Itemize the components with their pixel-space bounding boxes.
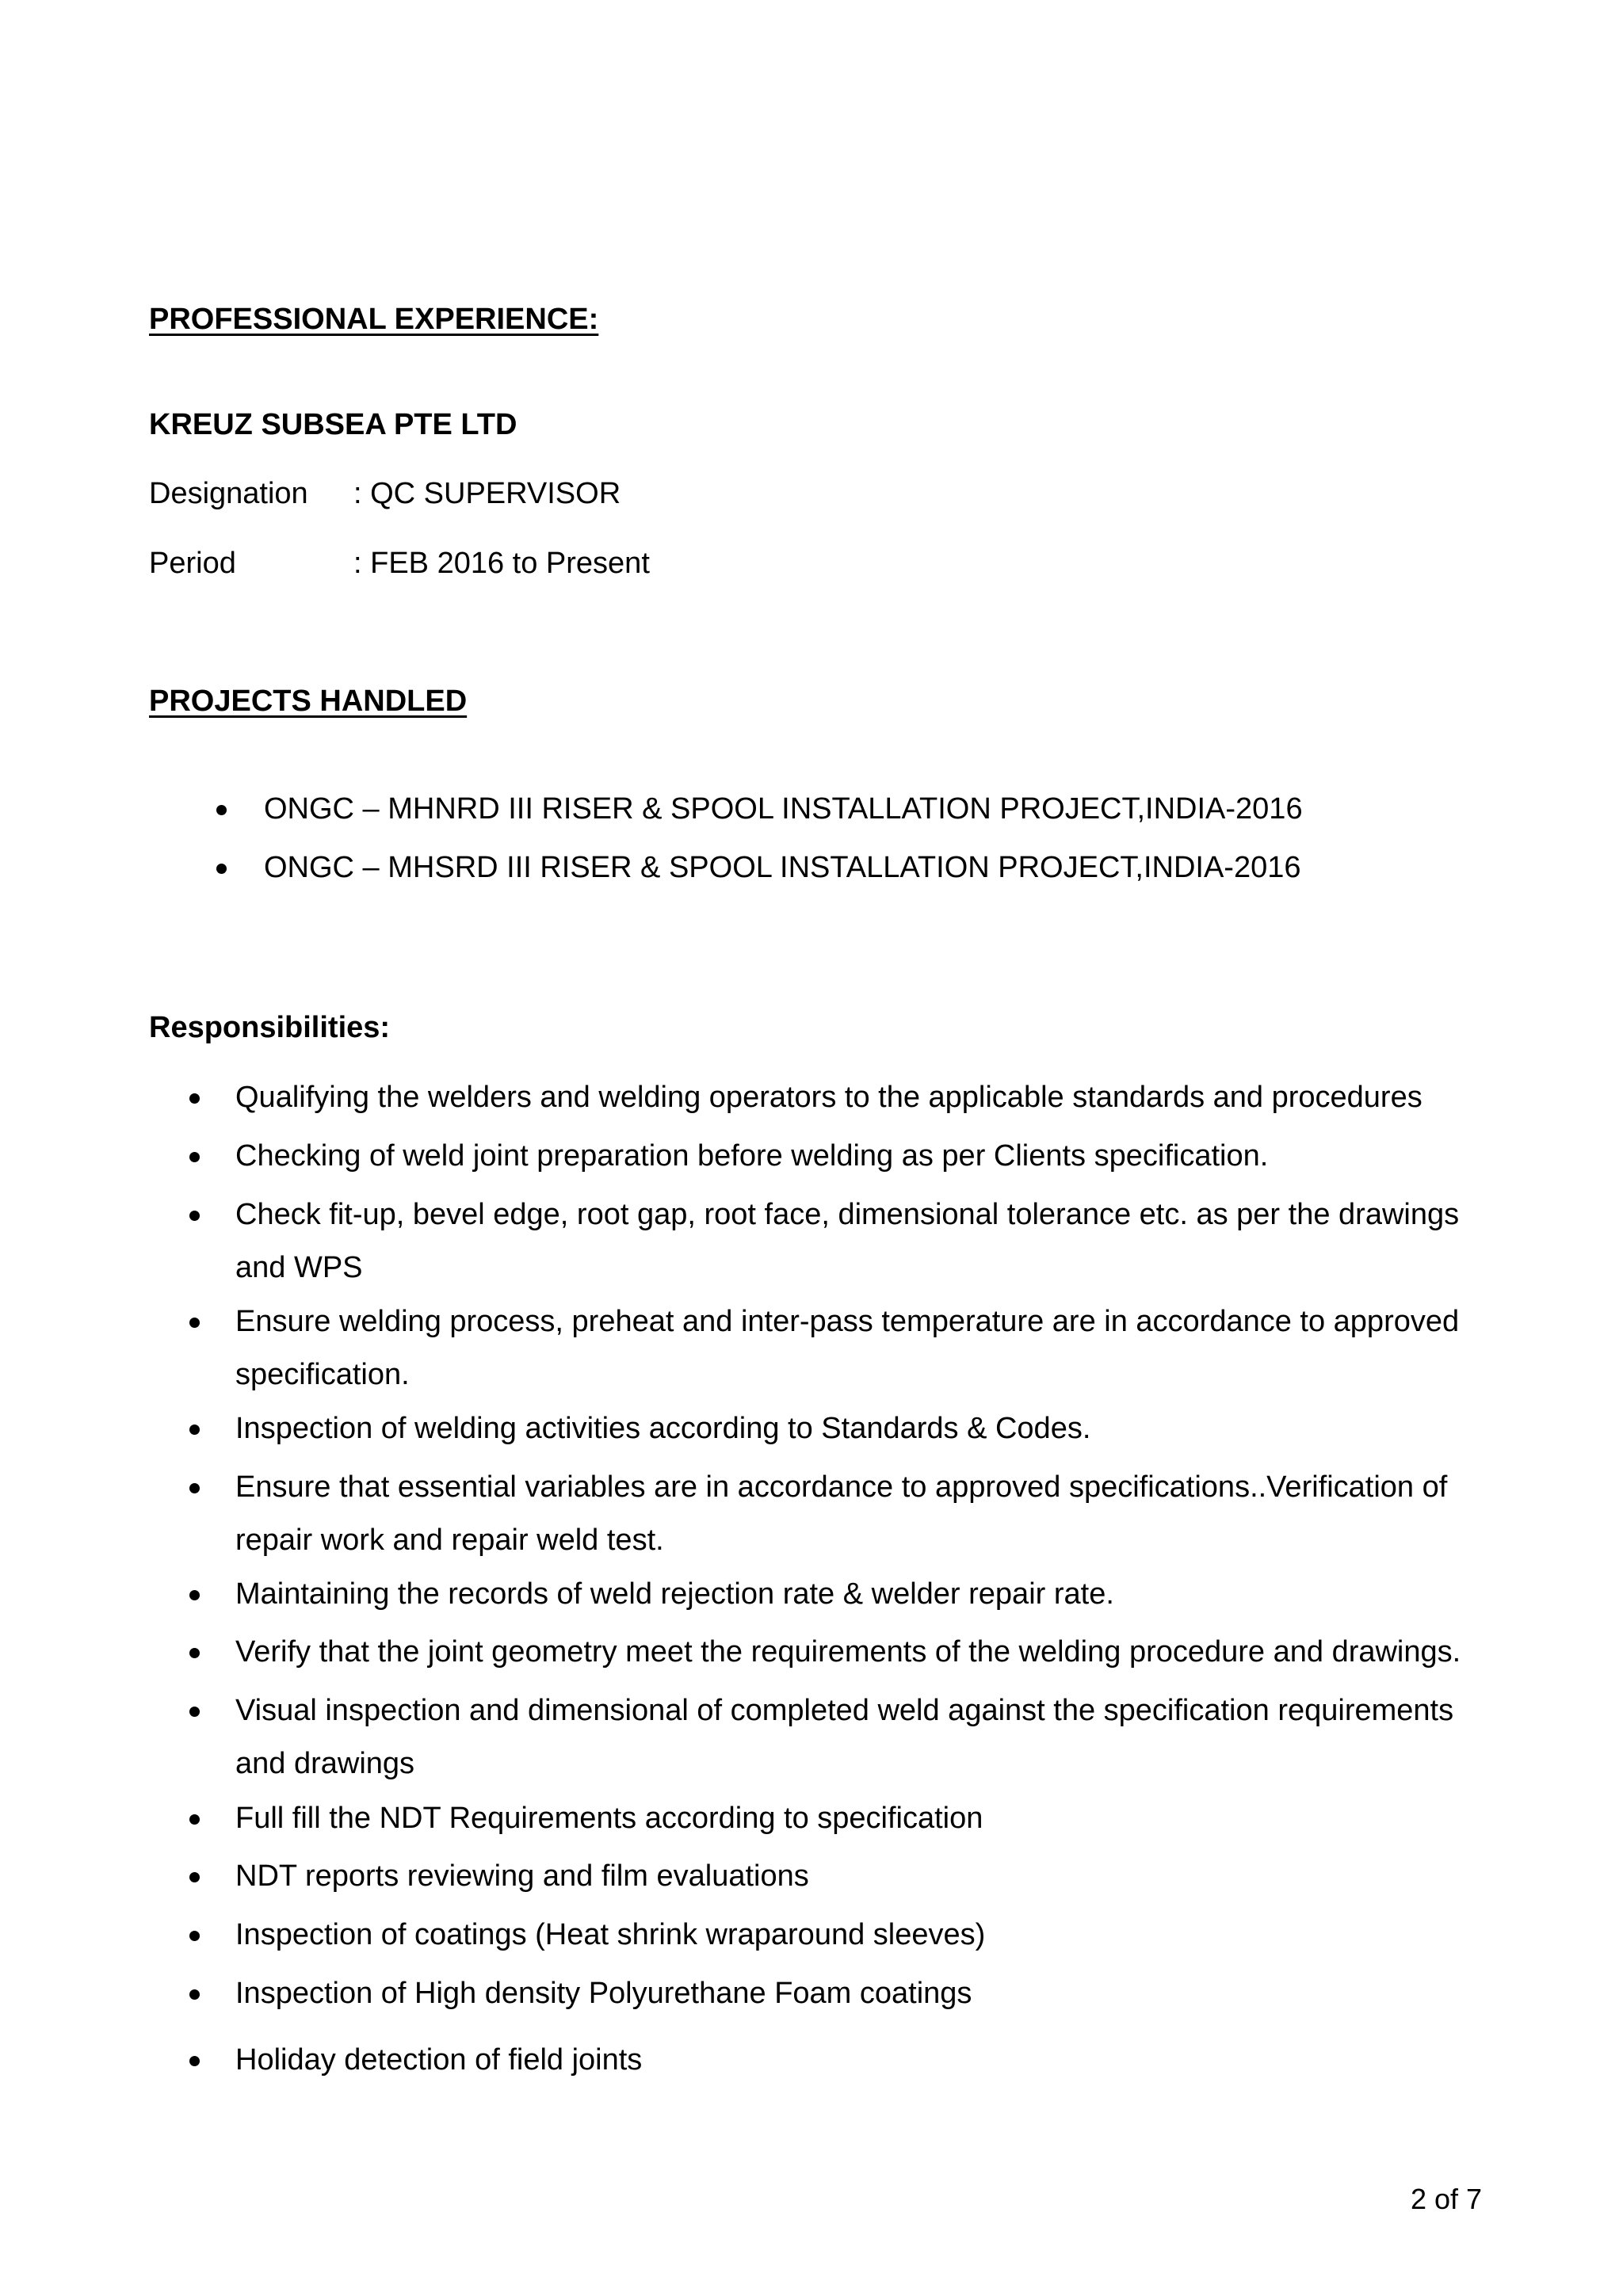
bullet-icon	[189, 1707, 200, 1717]
bullet-icon	[189, 1814, 200, 1825]
responsibility-item: Qualifying the welders and welding operators to the applicable standards and procedures	[235, 1081, 1423, 1114]
bullet-icon	[189, 1483, 200, 1493]
responsibility-item: Maintaining the records of weld rejection rate & welder repair rate.	[235, 1577, 1114, 1611]
responsibility-item: Inspection of High density Polyurethane Foam coatings	[235, 1977, 972, 2010]
bullet-icon	[189, 1318, 200, 1328]
responsibility-item: and WPS	[235, 1251, 363, 1284]
period-label: Period	[149, 547, 236, 580]
project-item: ONGC – MHNRD III RISER & SPOOL INSTALLATION PROJECT,INDIA-2016	[264, 792, 1303, 826]
responsibility-item: NDT reports reviewing and film evaluations	[235, 1859, 809, 1893]
designation-value: : QC SUPERVISOR	[353, 477, 621, 510]
project-item: ONGC – MHSRD III RISER & SPOOL INSTALLATION PROJECT,INDIA-2016	[264, 851, 1301, 884]
period-value: : FEB 2016 to Present	[353, 547, 650, 580]
bullet-icon	[189, 2056, 200, 2066]
company-name: KREUZ SUBSEA PTE LTD	[149, 408, 517, 441]
responsibility-item: Checking of weld joint preparation before welding as per Clients specification.	[235, 1139, 1269, 1173]
responsibility-item: Check fit-up, bevel edge, root gap, root face, dimensional tolerance etc. as per the drawings	[235, 1198, 1460, 1231]
projects-handled-heading: PROJECTS HANDLED	[149, 685, 468, 718]
bullet-icon	[216, 864, 227, 874]
responsibility-item: Inspection of coatings (Heat shrink wraparound sleeves)	[235, 1918, 986, 1951]
responsibility-item: Inspection of welding activities according to Standards & Codes.	[235, 1412, 1091, 1445]
responsibility-item: Ensure welding process, preheat and inter-pass temperature are in accordance to approved	[235, 1305, 1460, 1338]
responsibilities-heading: Responsibilities:	[149, 1011, 391, 1044]
bullet-icon	[216, 805, 227, 815]
bullet-icon	[189, 1590, 200, 1600]
bullet-icon	[189, 1211, 200, 1221]
responsibility-item: repair work and repair weld test.	[235, 1524, 664, 1557]
bullet-icon	[189, 1931, 200, 1941]
responsibility-item: Ensure that essential variables are in accordance to approved specifications..Verification of	[235, 1470, 1448, 1504]
responsibility-item: Verify that the joint geometry meet the requirements of the welding procedure and drawings.	[235, 1635, 1461, 1669]
designation-label: Designation	[149, 477, 308, 510]
responsibility-item: and drawings	[235, 1747, 415, 1780]
bullet-icon	[189, 1093, 200, 1104]
responsibility-item: specification.	[235, 1358, 410, 1391]
bullet-icon	[189, 1989, 200, 2000]
page-number: 2 of 7	[1411, 2183, 1483, 2215]
bullet-icon	[189, 1425, 200, 1435]
bullet-icon	[189, 1152, 200, 1162]
bullet-icon	[189, 1872, 200, 1882]
responsibility-item: Full fill the NDT Requirements according to specification	[235, 1802, 983, 1835]
responsibility-item: Holiday detection of field joints	[235, 2043, 643, 2077]
professional-experience-heading: PROFESSIONAL EXPERIENCE:	[149, 303, 599, 336]
bullet-icon	[189, 1648, 200, 1658]
responsibility-item: Visual inspection and dimensional of completed weld against the specification requirements	[235, 1694, 1454, 1727]
